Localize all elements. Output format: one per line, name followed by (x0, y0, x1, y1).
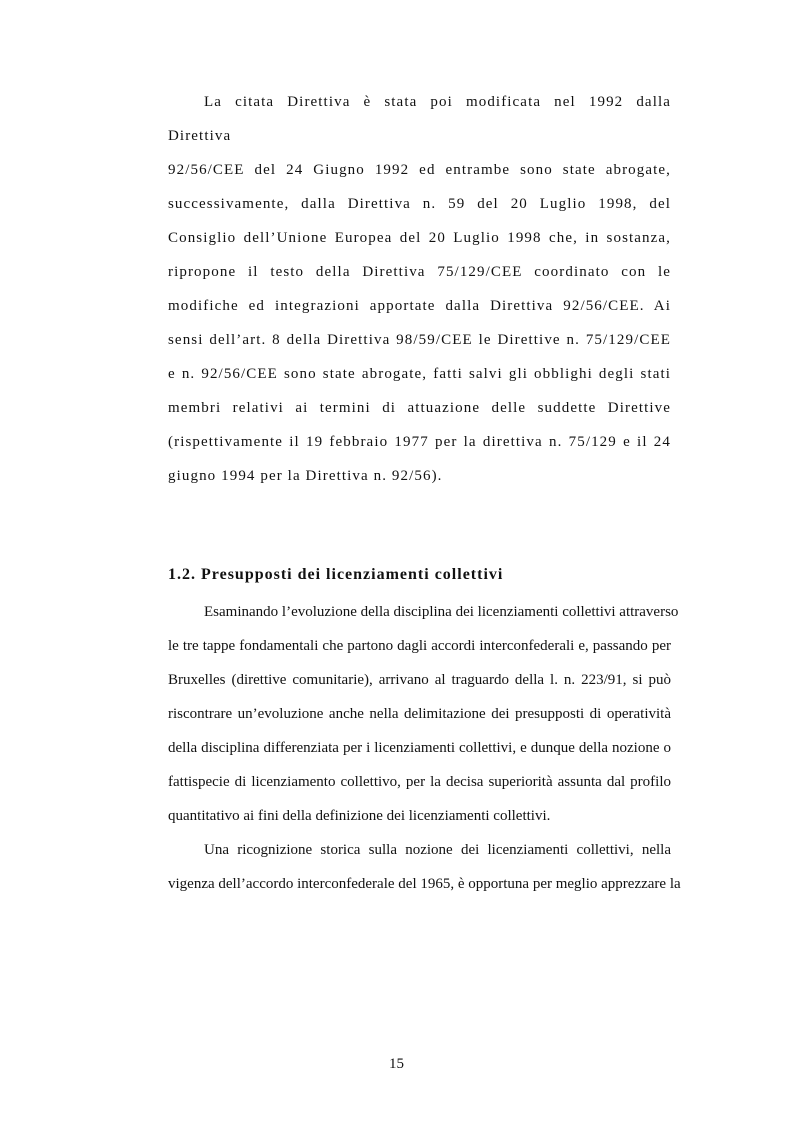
text-line: fattispecie di licenziamento collettivo, per la decisa superiorità assunta dal profilo (168, 774, 671, 790)
text-line: Bruxelles (direttive comunitarie), arrivano al traguardo della l. n. 223/91, si può (168, 672, 671, 688)
text-line: giugno 1994 per la Direttiva n. 92/56). (168, 468, 443, 484)
page-number: 15 (389, 1056, 404, 1072)
text-line: successivamente, dalla Direttiva n. 59 del 20 Luglio 1998, del (168, 196, 671, 212)
text-line: Direttiva (168, 128, 232, 144)
text-line: Una ricognizione storica sulla nozione dei licenziamenti collettivi, nella (204, 842, 671, 858)
text-line: della disciplina differenziata per i licenziamenti collettivi, e dunque della nozione o (168, 740, 671, 756)
text-line: sensi dell’art. 8 della Direttiva 98/59/CEE le Direttive n. 75/129/CEE (168, 332, 671, 348)
text-line: ripropone il testo della Direttiva 75/129/CEE coordinato con le (168, 264, 671, 280)
section-heading: 1.2. Presupposti dei licenziamenti collettivi (168, 566, 504, 583)
text-line: modifiche ed integrazioni apportate dalla Direttiva 92/56/CEE. Ai (168, 298, 671, 314)
text-line: quantitativo ai fini della definizione dei licenziamenti collettivi. (168, 808, 551, 824)
text-line: e n. 92/56/CEE sono state abrogate, fatti salvi gli obblighi degli stati (168, 366, 671, 382)
text-line: (rispettivamente il 19 febbraio 1977 per la direttiva n. 75/129 e il 24 (168, 434, 671, 450)
text-line: vigenza dell’accordo interconfederale del 1965, è opportuna per meglio apprezzare la (168, 876, 681, 892)
text-line: Consiglio dell’Unione Europea del 20 Luglio 1998 che, in sostanza, (168, 230, 671, 246)
text-line: La citata Direttiva è stata poi modificata nel 1992 dalla (204, 94, 671, 110)
text-line: membri relativi ai termini di attuazione delle suddette Direttive (168, 400, 671, 416)
text-line: riscontrare un’evoluzione anche nella delimitazione dei presupposti di operatività (168, 706, 671, 722)
text-line: le tre tappe fondamentali che partono dagli accordi interconfederali e, passando per (168, 638, 671, 654)
text-line: Esaminando l’evoluzione della disciplina dei licenziamenti collettivi attraverso (204, 604, 679, 620)
text-line: 92/56/CEE del 24 Giugno 1992 ed entrambe sono state abrogate, (168, 162, 671, 178)
